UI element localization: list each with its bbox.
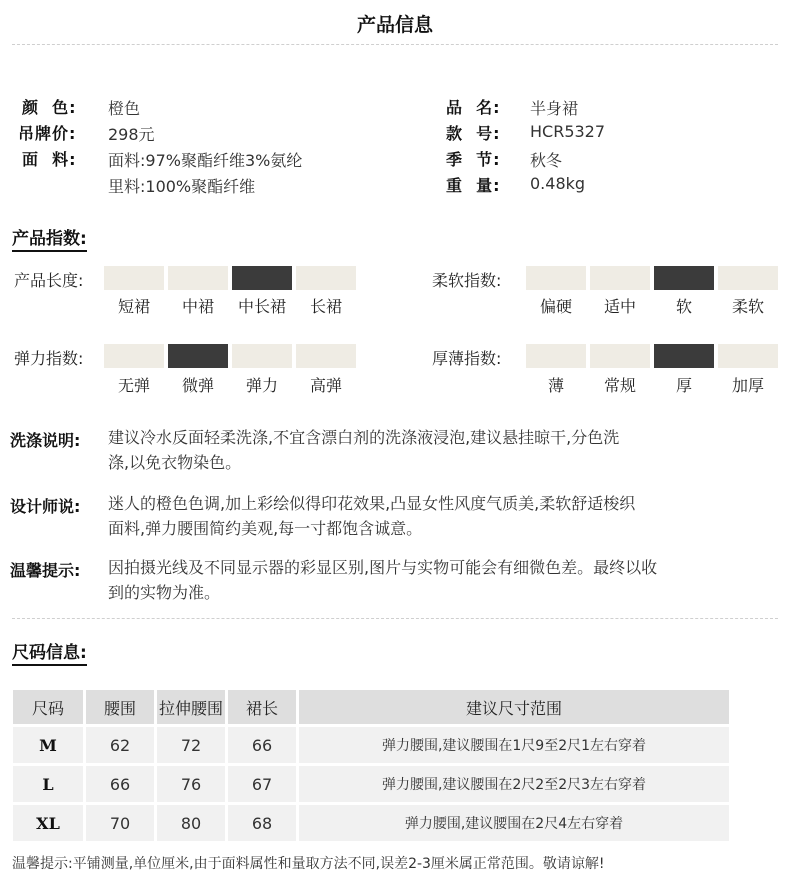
thickness-level-2: [590, 344, 650, 368]
softness-index-label: 柔软指数:: [432, 271, 502, 290]
elasticity-level-2-selected: [168, 344, 228, 368]
elasticity-option: 无弹: [117, 376, 150, 395]
weight-value: 0.48kg: [530, 174, 586, 193]
fabric-label: 面 料:: [22, 150, 77, 169]
model-value: HCR5327: [530, 122, 606, 141]
waist-cell: 66: [86, 766, 154, 802]
thickness-level-1: [526, 344, 586, 368]
price-value: 298元: [108, 125, 155, 144]
length-cell: 66: [228, 727, 296, 763]
range-cell: 弹力腰围,建议腰围在2尺2至2尺3左右穿着: [299, 766, 729, 802]
color-label: 颜 色:: [22, 98, 77, 117]
wash-text-line-1: 建议冷水反面轻柔洗涤,不宜含漂白剂的洗涤液浸泡,建议悬挂晾干,分色洗: [108, 428, 620, 447]
header-skirt-length: 裙长: [228, 690, 296, 724]
softness-level-3-selected: [654, 266, 714, 290]
header-suggested-range: 建议尺寸范围: [299, 690, 729, 724]
length-index-label: 产品长度:: [14, 271, 84, 290]
size-section-title: 尺码信息:: [12, 638, 87, 666]
softness-option: 偏硬: [539, 297, 572, 316]
range-cell: 弹力腰围,建议腰围在2尺4左右穿着: [299, 805, 729, 841]
weight-label: 重 量:: [446, 176, 501, 195]
thickness-option: 厚: [675, 376, 692, 395]
page-title: 产品信息: [356, 14, 433, 36]
elasticity-option: 弹力: [245, 376, 278, 395]
waist-cell: 62: [86, 727, 154, 763]
thickness-level-3-selected: [654, 344, 714, 368]
length-option: 长裙: [309, 297, 342, 316]
designer-text-line-2: 面料,弹力腰围简约美观,每一寸都饱含诚意。: [108, 519, 423, 538]
wash-text-line-2: 涤,以免衣物染色。: [108, 453, 242, 472]
stretch-waist-cell: 72: [157, 727, 225, 763]
length-option: 中长裙: [237, 297, 286, 316]
designer-label: 设计师说:: [10, 497, 81, 516]
length-level-3-selected: [232, 266, 292, 290]
fabric-value: 面料:97%聚酯纤维3%氨纶: [108, 151, 303, 170]
color-value: 橙色: [108, 99, 141, 118]
thickness-option: 常规: [603, 376, 636, 395]
season-label: 季 节:: [446, 150, 501, 169]
title-divider: [12, 44, 778, 45]
header-waist: 腰围: [86, 690, 154, 724]
softness-option: 柔软: [731, 297, 764, 316]
table-row: [13, 727, 729, 763]
length-option: 中裙: [181, 297, 214, 316]
size-cell: M: [13, 727, 83, 763]
length-option: 短裙: [117, 297, 150, 316]
stretch-waist-cell: 76: [157, 766, 225, 802]
thickness-option: 加厚: [731, 376, 764, 395]
elasticity-index-label: 弹力指数:: [14, 349, 84, 368]
thickness-option: 薄: [547, 376, 564, 395]
designer-text-line-1: 迷人的橙色色调,加上彩绘似得印花效果,凸显女性风度气质美,柔软舒适梭织: [108, 494, 636, 513]
length-level-2: [168, 266, 228, 290]
elasticity-level-1: [104, 344, 164, 368]
section-divider: [12, 618, 778, 619]
size-cell: L: [13, 766, 83, 802]
elasticity-option: 微弹: [181, 376, 214, 395]
size-table: [10, 687, 732, 844]
table-row: [13, 766, 729, 802]
thickness-index-label: 厚薄指数:: [432, 349, 502, 368]
elasticity-level-4: [296, 344, 356, 368]
softness-option: 软: [675, 297, 692, 316]
tip-text-line-2: 到的实物为准。: [108, 583, 221, 602]
product-name-label: 品 名:: [446, 98, 501, 117]
footer-note: 温馨提示:平铺测量,单位厘米,由于面料属性和量取方法不同,误差2-3厘米属正常范围。敬请谅解!: [12, 856, 605, 872]
price-label: 吊牌价:: [18, 124, 77, 143]
length-cell: 67: [228, 766, 296, 802]
tip-label: 温馨提示:: [10, 561, 81, 580]
length-level-1: [104, 266, 164, 290]
index-section-title: 产品指数:: [12, 224, 87, 252]
stretch-waist-cell: 80: [157, 805, 225, 841]
softness-option: 适中: [603, 297, 636, 316]
thickness-level-4: [718, 344, 778, 368]
model-label: 款 号:: [446, 124, 501, 143]
length-cell: 68: [228, 805, 296, 841]
header-stretch-waist: 拉伸腰围: [157, 690, 225, 724]
size-cell: XL: [13, 805, 83, 841]
elasticity-level-3: [232, 344, 292, 368]
softness-level-4: [718, 266, 778, 290]
elasticity-option: 高弹: [309, 376, 342, 395]
tip-text-line-1: 因拍摄光线及不同显示器的彩显区别,图片与实物可能会有细微色差。最终以收: [108, 558, 658, 577]
softness-level-1: [526, 266, 586, 290]
waist-cell: 70: [86, 805, 154, 841]
range-cell: 弹力腰围,建议腰围在1尺9至2尺1左右穿着: [299, 727, 729, 763]
season-value: 秋冬: [530, 151, 563, 170]
header-size: 尺码: [13, 690, 83, 724]
wash-label: 洗涤说明:: [10, 431, 81, 450]
table-row: [13, 805, 729, 841]
length-level-4: [296, 266, 356, 290]
product-name-value: 半身裙: [530, 99, 579, 118]
lining-value: 里料:100%聚酯纤维: [108, 177, 256, 196]
size-table-header: [13, 690, 729, 724]
softness-level-2: [590, 266, 650, 290]
